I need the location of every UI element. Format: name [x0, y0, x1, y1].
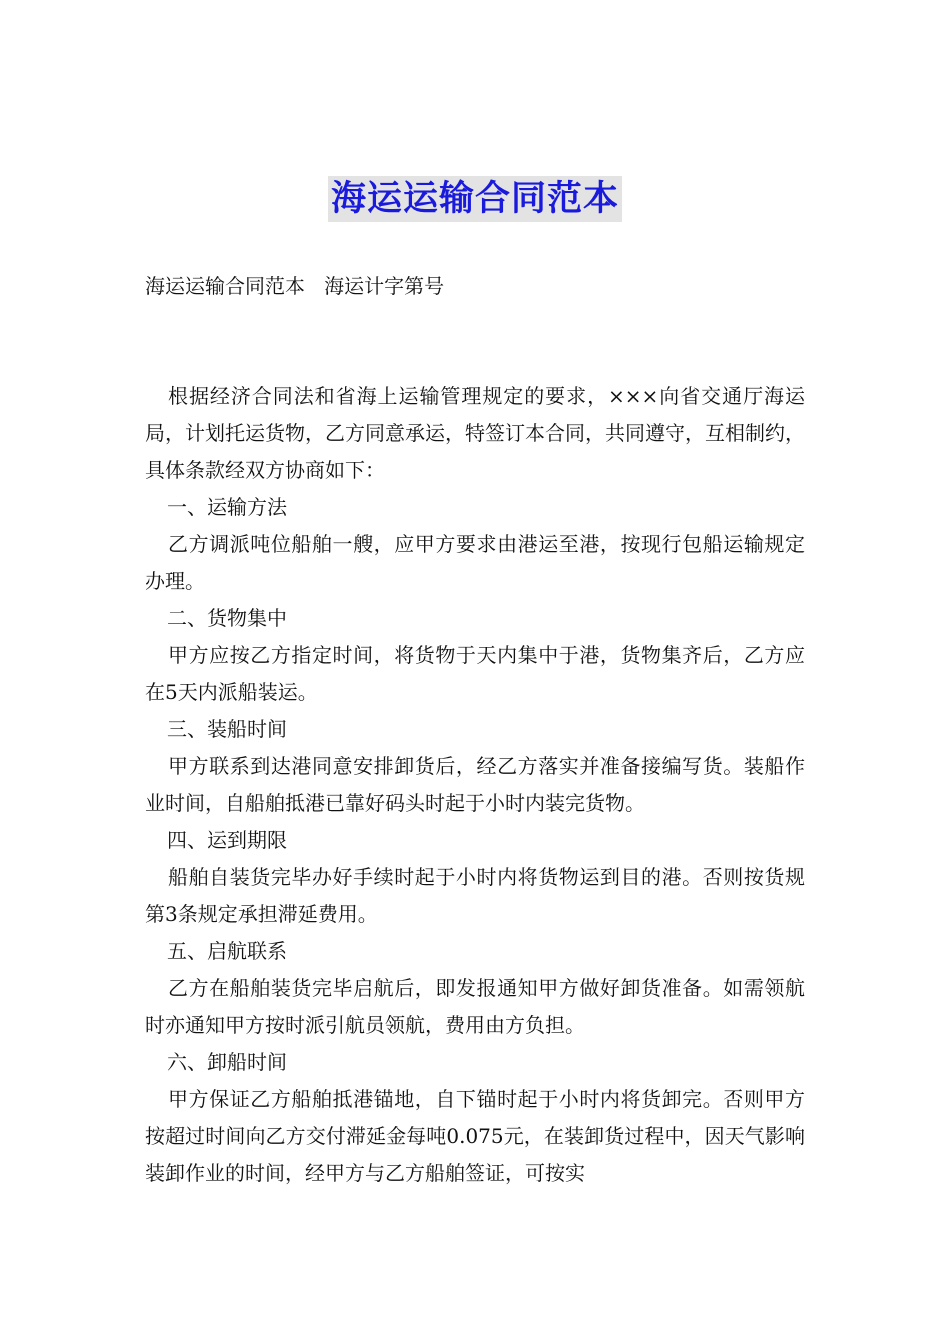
section-heading: 三、装船时间	[167, 717, 287, 741]
section-paragraph: 甲方联系到达港同意安排卸货后，经乙方落实并准备接编写货。装船作业时间，自船舶抵港已靠好码头时起于小时内装完货物。	[145, 754, 805, 815]
section-heading: 六、卸船时间	[167, 1050, 287, 1074]
section-paragraph: 乙方在船舶装货完毕启航后，即发报通知甲方做好卸货准备。如需领航时亦通知甲方按时派引航员领航，费用由方负担。	[145, 976, 805, 1037]
section-heading: 二、货物集中	[167, 606, 287, 630]
section-paragraph: 甲方应按乙方指定时间，将货物于天内集中于港，货物集齐后，乙方应在5天内派船装运。	[145, 643, 805, 704]
document-body	[145, 378, 805, 1192]
section-heading: 一、运输方法	[167, 495, 287, 519]
document-title: 海运运输合同范本	[328, 176, 622, 222]
document-subtitle: 海运运输合同范本 海运计字第号	[145, 274, 445, 298]
section-heading: 五、启航联系	[167, 939, 287, 963]
section-heading: 四、运到期限	[167, 828, 287, 852]
title-container	[0, 176, 950, 222]
section-paragraph: 乙方调派吨位船舶一艘，应甲方要求由港运至港，按现行包船运输规定办理。	[145, 532, 805, 593]
intro-paragraph: 根据经济合同法和省海上运输管理规定的要求，×××向省交通厅海运局，计划托运货物，乙方同意承运，特签订本合同，共同遵守，互相制约，具体条款经双方协商如下：	[145, 384, 805, 482]
section-paragraph: 船舶自装货完毕办好手续时起于小时内将货物运到目的港。否则按货规第3条规定承担滞延费用。	[145, 865, 805, 926]
section-paragraph: 甲方保证乙方船舶抵港锚地，自下锚时起于小时内将货卸完。否则甲方按超过时间向乙方交付滞延金每吨0.075元，在装卸货过程中，因天气影响装卸作业的时间，经甲方与乙方船舶签证，可按实	[145, 1087, 805, 1185]
